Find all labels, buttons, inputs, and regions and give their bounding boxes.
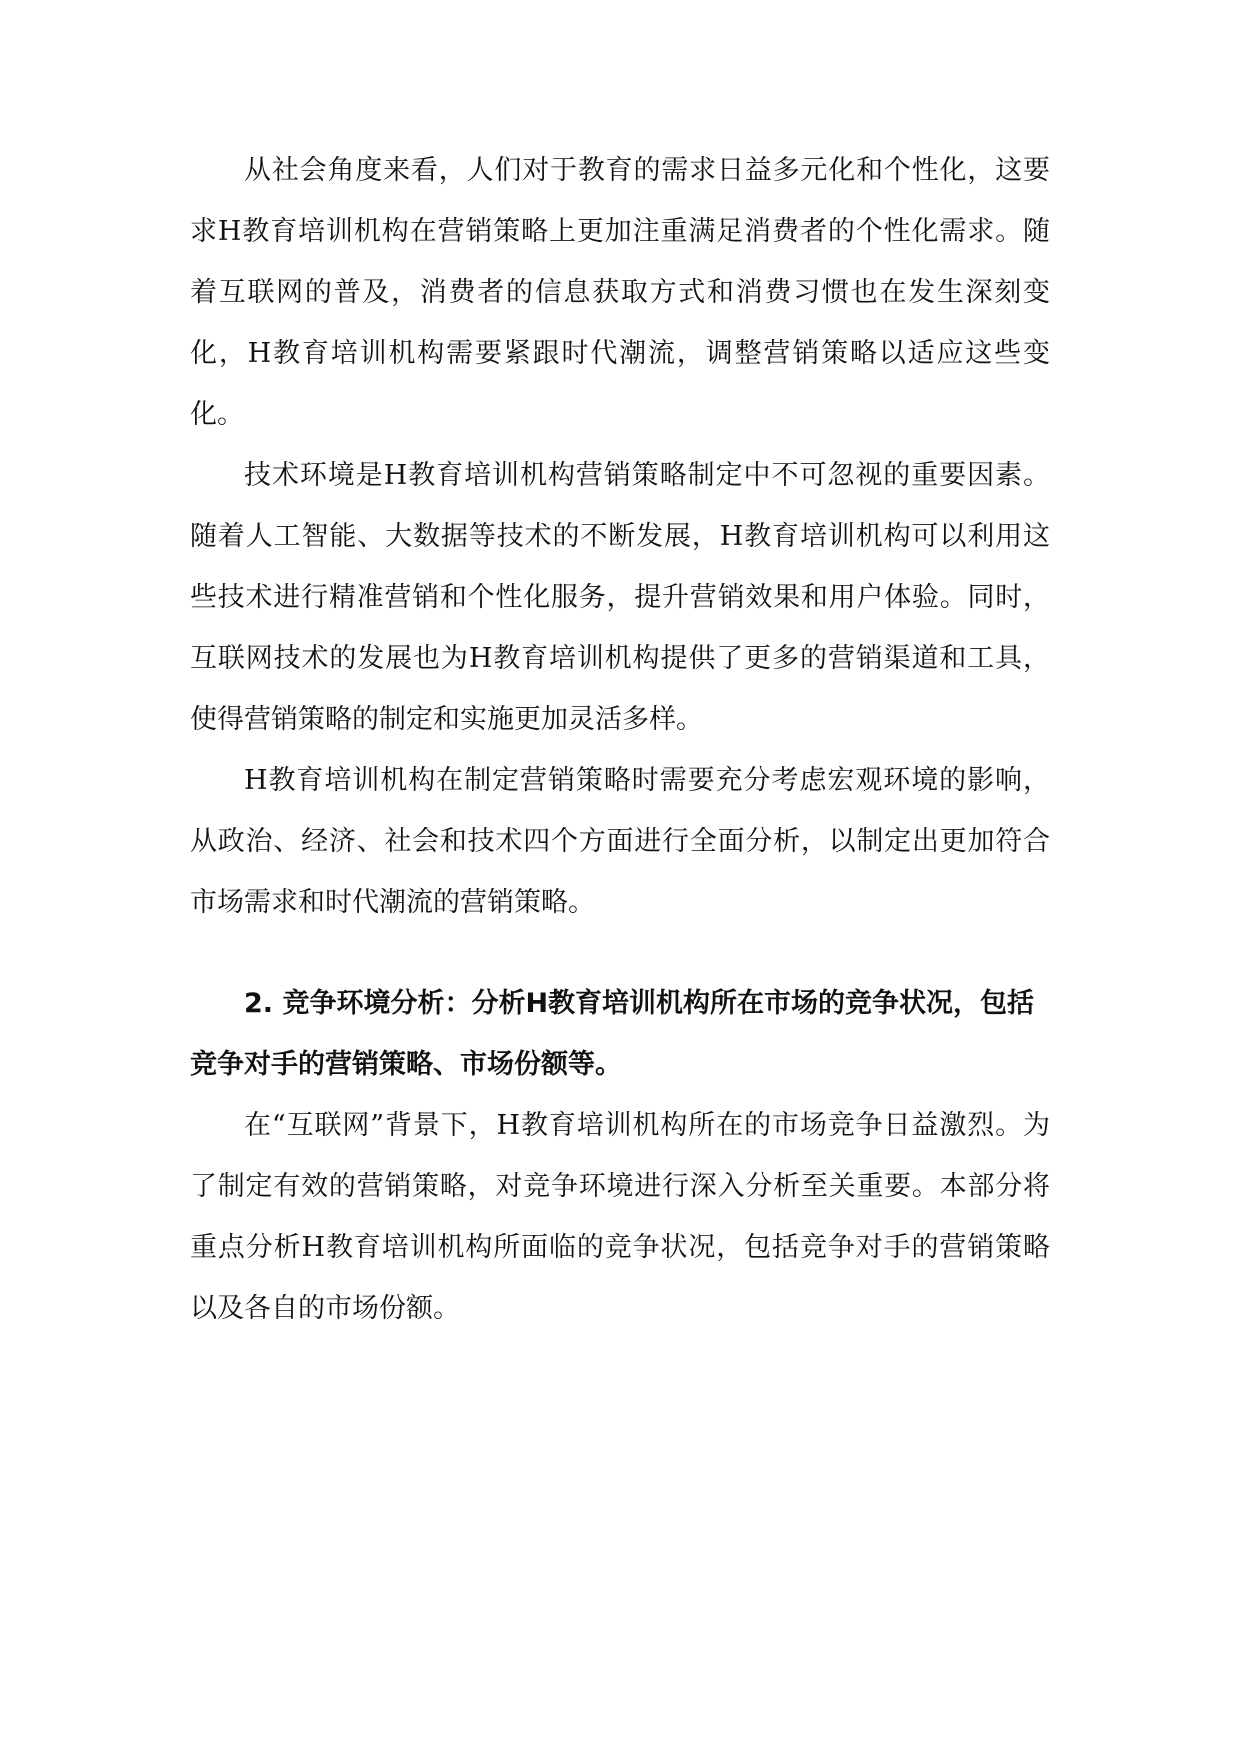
document-body: [190, 140, 1050, 1339]
paragraph-macro-summary: H教育培训机构在制定营销策略时需要充分考虑宏观环境的影响，从政治、经济、社会和技术四个方面进行全面分析，以制定出更加符合市场需求和时代潮流的营销策略。: [190, 765, 1050, 918]
paragraph-technology-environment: 技术环境是H教育培训机构营销策略制定中不可忽视的重要因素。随着人工智能、大数据等技术的不断发展，H教育培训机构可以利用这些技术进行精准营销和个性化服务，提升营销效果和用户体验。同时，互联网技术的发展也为H教育培训机构提供了更多的营销渠道和工具，使得营销策略的制定和实施更加灵活多样。: [190, 460, 1050, 735]
paragraph-social-environment: 从社会角度来看，人们对于教育的需求日益多元化和个性化，这要求H教育培训机构在营销策略上更加注重满足消费者的个性化需求。随着互联网的普及，消费者的信息获取方式和消费习惯也在发生深刻变化，H教育培训机构需要紧跟时代潮流，调整营销策略以适应这些变化。: [190, 155, 1050, 430]
section-heading-competition: 2. 竞争环境分析：分析H教育培训机构所在市场的竞争状况，包括竞争对手的营销策略、市场份额等。: [190, 988, 1035, 1080]
paragraph-competition-intro: 在“互联网”背景下，H教育培训机构所在的市场竞争日益激烈。为了制定有效的营销策略，对竞争环境进行深入分析至关重要。本部分将重点分析H教育培训机构所面临的竞争状况，包括竞争对手的营销策略以及各自的市场份额。: [190, 1110, 1050, 1324]
